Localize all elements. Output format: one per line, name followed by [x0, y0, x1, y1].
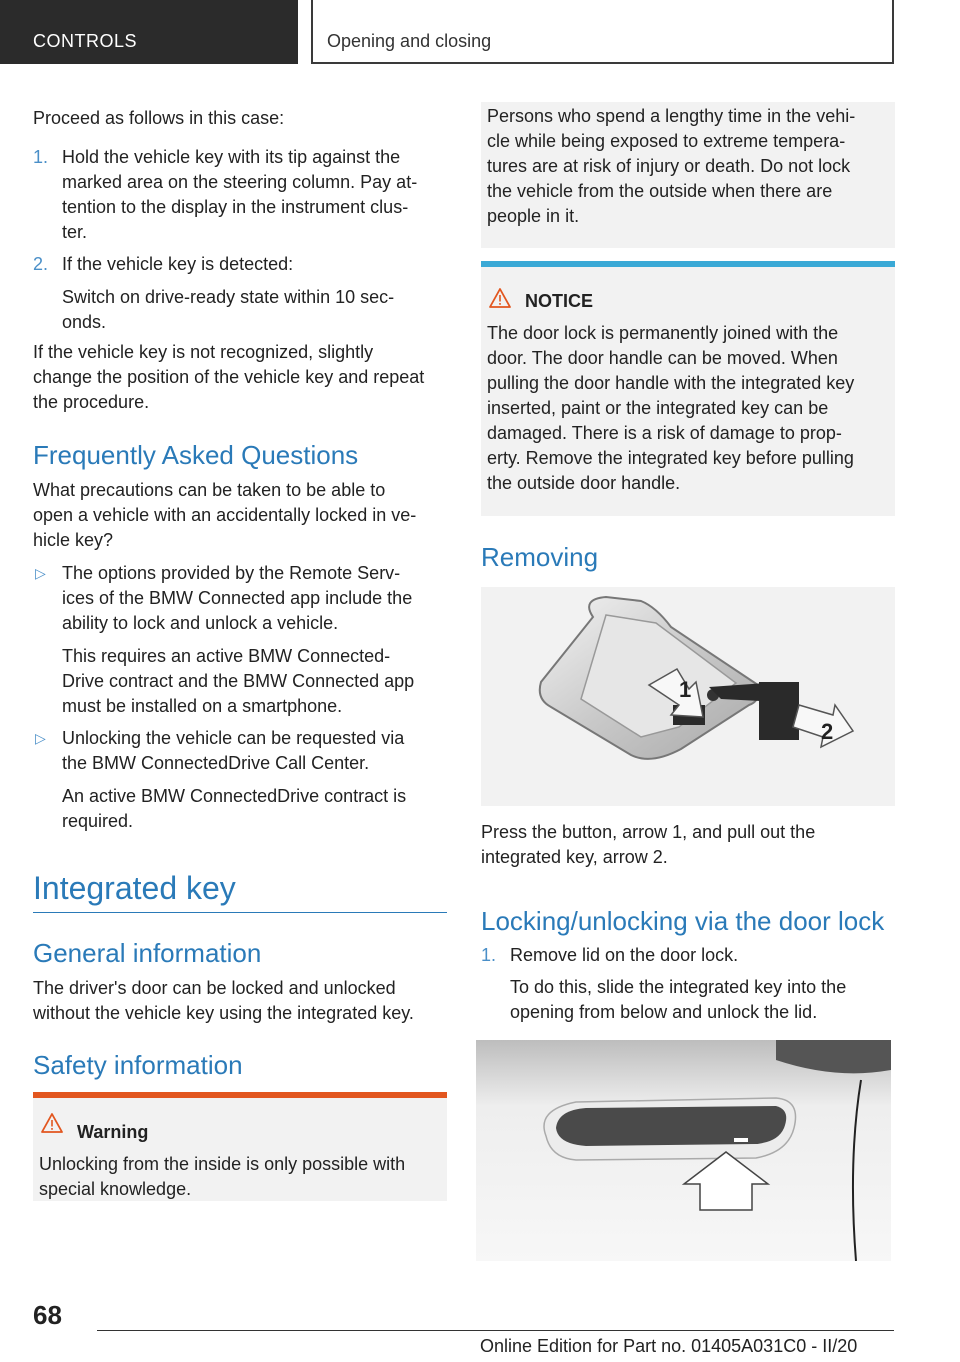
- arrow-label-1: 1: [679, 677, 692, 702]
- faq-item-line: ices of the BMW Connected app include the: [62, 588, 413, 608]
- step-line: ter.: [62, 222, 88, 242]
- faq-item-line: The options provided by the Remote Serv-: [62, 563, 401, 583]
- notice-line: pulling the door handle with the integrated key: [487, 373, 855, 393]
- integrated-key-heading: Integrated key: [33, 870, 236, 906]
- warning-box-continued: [481, 102, 895, 248]
- step-number: 1.: [481, 945, 497, 965]
- warning-line: tures are at risk of injury or death. Do not lock: [487, 156, 851, 176]
- step-line: Remove lid on the door lock.: [510, 945, 739, 965]
- faq-heading: Frequently Asked Questions: [33, 440, 359, 470]
- step-sub-line: To do this, slide the integrated key into the: [510, 977, 847, 997]
- door-lock-heading: Locking/unlocking via the door lock: [481, 906, 885, 936]
- step-line: Hold the vehicle key with its tip against the: [62, 147, 401, 167]
- step-line: If the vehicle key is detected:: [62, 254, 294, 274]
- faq-question: [33, 478, 416, 553]
- warning-triangle-icon: [41, 1113, 63, 1133]
- door-handle-illustration: [476, 1040, 891, 1261]
- removing-line: integrated key, arrow 2.: [481, 847, 668, 867]
- faq-item-line: Unlocking the vehicle can be requested via: [62, 728, 405, 748]
- warning-line: special knowledge.: [39, 1179, 192, 1199]
- notice-line: damaged. There is a risk of damage to prop-: [487, 423, 842, 443]
- faq-item-sub-line: must be installed on a smartphone.: [62, 696, 343, 716]
- faq-item-line: ability to lock and unlock a vehicle.: [62, 613, 339, 633]
- retry-line: If the vehicle key is not recognized, slightly: [33, 342, 374, 362]
- notice-line: door. The door handle can be moved. When: [487, 348, 838, 368]
- warning-label: Warning: [77, 1122, 149, 1142]
- step-line: tention to the display in the instrument clus-: [62, 197, 409, 217]
- removing-heading: Removing: [481, 542, 599, 572]
- warning-line: cle while being exposed to extreme tempera-: [487, 131, 846, 151]
- faq-item-sub-line: required.: [62, 811, 134, 831]
- heading-rule: [33, 912, 447, 913]
- notice-line: the outside door handle.: [487, 473, 681, 493]
- removing-text: [481, 820, 815, 870]
- step-sub-line: Switch on drive-ready state within 10 sec-: [62, 287, 395, 307]
- notice-line: inserted, paint or the integrated key can be: [487, 398, 829, 418]
- notice-line: erty. Remove the integrated key before pulling: [487, 448, 854, 468]
- intro-text: Proceed as follows in this case:: [33, 108, 285, 128]
- door-handle-photo: [476, 1040, 891, 1261]
- warning-box: [33, 1098, 447, 1201]
- arrow-label-2: 2: [821, 719, 834, 744]
- notice-box: [481, 267, 895, 516]
- retry-text: [33, 340, 424, 415]
- chapter-label: Opening and closing: [327, 31, 492, 51]
- step-line: marked area on the steering column. Pay at-: [62, 172, 418, 192]
- footer-rule: [97, 1330, 894, 1331]
- general-line: without the vehicle key using the integrated key.: [33, 1003, 414, 1023]
- section-label: CONTROLS: [33, 31, 138, 51]
- general-info-heading: General information: [33, 938, 262, 968]
- step-sub-line: onds.: [62, 312, 107, 332]
- faq-item-line: the BMW ConnectedDrive Call Center.: [62, 753, 370, 773]
- faq-item-sub-line: Drive contract and the BMW Connected app: [62, 671, 415, 691]
- faq-item-sub-line: This requires an active BMW Connected-: [62, 646, 391, 666]
- key-removal-illustration: [481, 587, 895, 806]
- key-illustration: [481, 587, 895, 806]
- notice-label: NOTICE: [525, 291, 594, 311]
- edition-text: Online Edition for Part no. 01405A031C0 - II/20: [480, 1336, 858, 1356]
- step-number: 2.: [33, 254, 49, 274]
- section-tab: [0, 0, 298, 64]
- bullet-triangle-icon: ▷: [35, 730, 46, 746]
- faq-line: hicle key?: [33, 530, 114, 550]
- step-sub-line: opening from below and unlock the lid.: [510, 1002, 818, 1022]
- step-number: 1.: [33, 147, 49, 167]
- warning-line: Unlocking from the inside is only possible with: [39, 1154, 406, 1174]
- notice-line: The door lock is permanently joined with the: [487, 323, 839, 343]
- safety-info-heading: Safety information: [33, 1050, 243, 1080]
- retry-line: change the position of the vehicle key and repeat: [33, 367, 425, 387]
- general-line: The driver's door can be locked and unlocked: [33, 978, 396, 998]
- notice-triangle-icon: [489, 288, 511, 308]
- faq-item-sub-line: An active BMW ConnectedDrive contract is: [62, 786, 407, 806]
- bullet-triangle-icon: ▷: [35, 565, 46, 581]
- warning-line: Persons who spend a lengthy time in the vehi-: [487, 106, 856, 126]
- retry-line: the procedure.: [33, 392, 150, 412]
- general-info-text: [33, 976, 414, 1026]
- page-number: 68: [33, 1300, 62, 1330]
- faq-line: What precautions can be taken to be able to: [33, 480, 386, 500]
- faq-line: open a vehicle with an accidentally locked in ve-: [33, 505, 417, 525]
- removing-line: Press the button, arrow 1, and pull out the: [481, 822, 816, 842]
- warning-line: the vehicle from the outside when there are: [487, 181, 833, 201]
- warning-line: people in it.: [487, 206, 580, 226]
- chapter-tab: [311, 0, 894, 64]
